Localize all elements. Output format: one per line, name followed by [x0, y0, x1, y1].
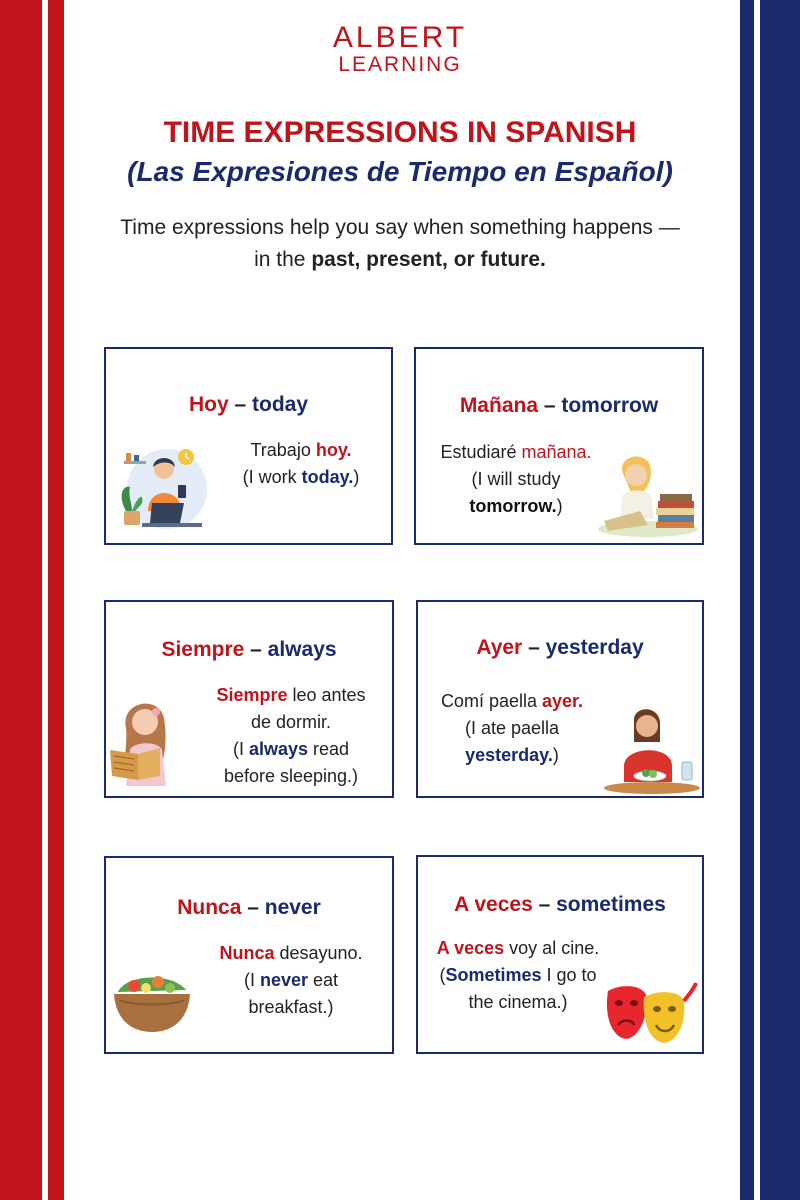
card-manana-l3b: ) [556, 496, 563, 516]
intro-line1: Time expressions help you say when something happens — [120, 216, 680, 239]
person-eating-icon [602, 702, 700, 794]
card-manana-en: tomorrow [561, 394, 659, 417]
card-nunca-text [206, 940, 376, 1021]
intro-prefix: in the [254, 248, 312, 271]
card-a-veces-l1b: voy al cine. [504, 938, 600, 958]
card-ayer-en: yesterday [545, 636, 644, 659]
card-ayer [416, 600, 704, 798]
card-hoy-l1a: Trabajo [250, 440, 316, 460]
card-nunca-l3a: breakfast.) [248, 997, 334, 1017]
logo-top-text: ALBERT [332, 21, 468, 54]
card-nunca-l2b: never [259, 970, 308, 990]
card-hoy-l2a: (I work [242, 467, 302, 487]
card-a-veces-l1a: A veces [436, 938, 505, 958]
card-ayer-text [432, 688, 592, 769]
card-a-veces-sep: – [532, 893, 557, 916]
card-siempre-sep: – [244, 638, 268, 661]
card-siempre-l1b: leo antes [287, 685, 366, 705]
card-nunca [104, 856, 394, 1054]
card-manana-sep: – [538, 394, 562, 417]
card-hoy-en: today [252, 393, 309, 416]
salad-bowl-icon [112, 966, 192, 1036]
card-hoy-l2c: ) [353, 467, 360, 487]
card-nunca-l2c: eat [308, 970, 339, 990]
card-siempre-l4a: before sleeping.) [223, 766, 359, 786]
card-ayer-sep: – [522, 636, 546, 659]
card-ayer-l1b: ayer. [542, 691, 584, 711]
card-ayer-l3b: ) [552, 745, 559, 765]
card-manana-l1a: Estudiaré [440, 442, 522, 462]
brand-logo [0, 22, 800, 76]
page-title: TIME EXPRESSIONS IN SPANISH [163, 116, 637, 149]
girl-reading-icon [108, 688, 188, 788]
card-ayer-l1a: Comí paella [440, 691, 542, 711]
card-siempre-l3c: read [308, 739, 350, 759]
card-manana-es: Mañana [459, 394, 538, 417]
card-a-veces-l2c: I go to [541, 965, 597, 985]
card-hoy-text [216, 437, 386, 491]
card-nunca-title [106, 896, 392, 920]
card-hoy-l1b: hoy. [315, 440, 352, 460]
intro-text [80, 212, 720, 276]
card-siempre-text [196, 682, 386, 790]
card-siempre-es: Siempre [161, 638, 245, 661]
card-hoy-l2b: today. [301, 467, 354, 487]
card-a-veces-text [428, 935, 608, 1016]
card-nunca-l1a: Nunca [219, 943, 275, 963]
card-siempre-l1a: Siempre [216, 685, 288, 705]
card-a-veces-l2a: ( [439, 965, 446, 985]
card-ayer-es: Ayer [476, 636, 523, 659]
page-subtitle: (Las Expresiones de Tiempo en Español) [127, 156, 673, 187]
card-ayer-l2a: (I ate paella [464, 718, 560, 738]
card-hoy-es: Hoy [188, 393, 229, 416]
intro-bold: past, present, or future. [311, 248, 546, 271]
card-nunca-l2a: (I [243, 970, 260, 990]
card-siempre-l3a: (I [232, 739, 249, 759]
card-hoy-title [106, 393, 391, 417]
card-nunca-es: Nunca [177, 896, 242, 919]
card-nunca-en: never [264, 896, 321, 919]
card-manana-l1b: mañana. [521, 442, 592, 462]
card-manana-text [426, 439, 606, 520]
theater-masks-icon [602, 979, 698, 1047]
card-a-veces-l3a: the cinema.) [468, 992, 568, 1012]
card-nunca-sep: – [241, 896, 265, 919]
card-siempre [104, 600, 394, 798]
card-ayer-title [418, 636, 702, 660]
card-a-veces-en: sometimes [556, 893, 666, 916]
person-at-laptop-icon [112, 441, 212, 533]
card-siempre-en: always [267, 638, 337, 661]
card-a-veces-title [418, 893, 702, 917]
card-siempre-l3b: always [248, 739, 308, 759]
card-a-veces [416, 855, 704, 1054]
card-siempre-title [106, 638, 392, 662]
card-manana-title [416, 394, 702, 418]
card-a-veces-es: A veces [454, 893, 533, 916]
card-manana-l3a: tomorrow. [469, 496, 557, 516]
card-nunca-l1b: desayuno. [274, 943, 363, 963]
card-manana [414, 347, 704, 545]
card-hoy-sep: – [228, 393, 253, 416]
girl-studying-books-icon [592, 441, 698, 539]
card-ayer-l3a: yesterday. [465, 745, 553, 765]
card-hoy [104, 347, 393, 545]
card-manana-l2a: (I will study [471, 469, 561, 489]
card-a-veces-l2b: Sometimes [445, 965, 542, 985]
logo-bottom-text: LEARNING [338, 53, 462, 76]
card-siempre-l2a: de dormir. [250, 712, 332, 732]
